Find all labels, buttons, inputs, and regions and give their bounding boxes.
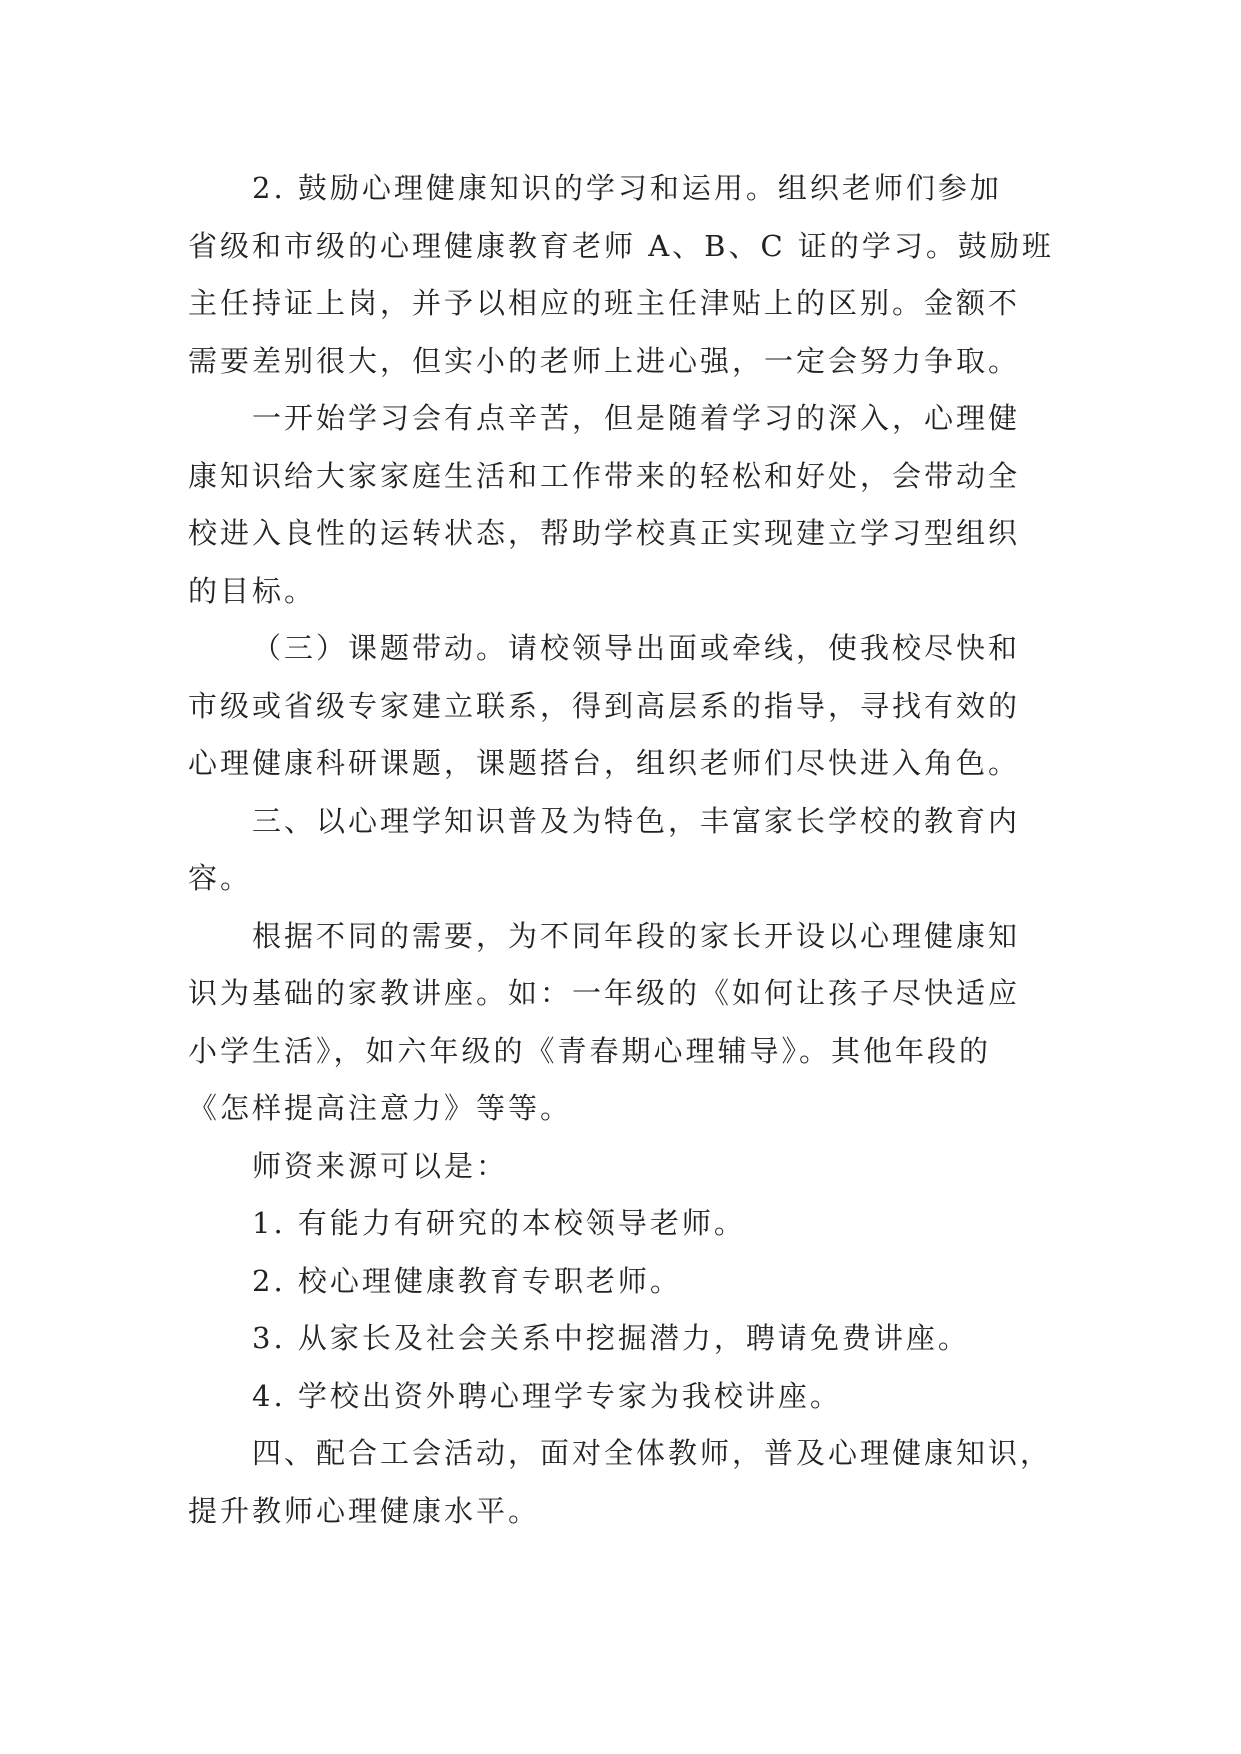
list-item: 1. 有能力有研究的本校领导老师。 (252, 1206, 746, 1240)
text-line: 根据不同的需要，为不同年段的家长开设以心理健康知 (252, 918, 1021, 953)
text-line: 师资来源可以是： (252, 1148, 509, 1183)
text-line: 四、配合工会活动，面对全体教师，普及心理健康知识， (252, 1436, 1053, 1470)
text-line: 三、以心理学知识普及为特色，丰富家长学校的教育内 (252, 803, 1021, 838)
text-line: 提升教师心理健康水平。 (188, 1493, 541, 1528)
text-line: 心理健康科研课题，课题搭台，组织老师们尽快进入角色。 (188, 746, 1021, 780)
text-line: 小学生活》，如六年级的《青春期心理辅导》。其他年段的 (188, 1033, 992, 1068)
text-line: 校进入良性的运转状态，帮助学校真正实现建立学习型组织 (188, 516, 1021, 550)
text-line: 需要差别很大，但实小的老师上进心强，一定会努力争取。 (188, 343, 1021, 378)
text-line: （三）课题带动。请校领导出面或牵线，使我校尽快和 (252, 631, 1021, 665)
text-line: 2. 鼓励心理健康知识的学习和运用。组织老师们参加 (252, 171, 1002, 205)
text-line: 主任持证上岗，并予以相应的班主任津贴上的区别。金额不 (188, 286, 1021, 320)
text-line: 《怎样提高注意力》等等。 (188, 1091, 573, 1125)
text-line: 的目标。 (188, 573, 317, 608)
document-body (188, 160, 1054, 1540)
list-item: 4. 学校出资外聘心理学专家为我校讲座。 (252, 1378, 842, 1413)
list-item: 2. 校心理健康教育专职老师。 (252, 1263, 682, 1298)
text-line: 一开始学习会有点辛苦，但是随着学习的深入，心理健 (252, 401, 1021, 435)
text-line: 市级或省级专家建立联系，得到高层系的指导，寻找有效的 (188, 688, 1021, 723)
text-line: 识为基础的家教讲座。如：一年级的《如何让孩子尽快适应 (188, 976, 1021, 1010)
text-line: 容。 (188, 861, 253, 895)
list-item: 3. 从家长及社会关系中挖掘潜力，聘请免费讲座。 (252, 1321, 970, 1355)
text-line: 省级和市级的心理健康教育老师 A、B、C 证的学习。鼓励班 (188, 228, 1054, 263)
text-line: 康知识给大家家庭生活和工作带来的轻松和好处，会带动全 (188, 458, 1021, 493)
